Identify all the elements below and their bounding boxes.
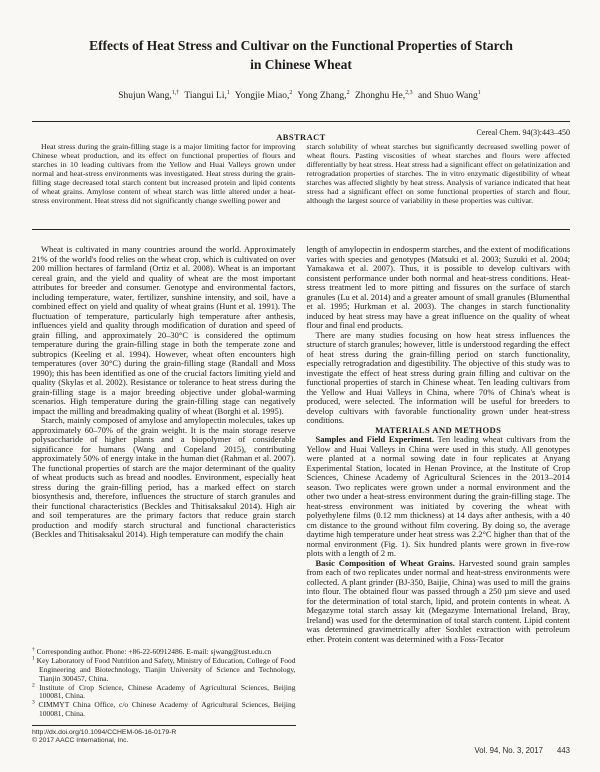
author-affiliation-superscript: 2 [346, 89, 350, 96]
author-4 [297, 91, 349, 101]
abstract-column-right [307, 142, 571, 205]
author-3 [235, 91, 292, 101]
body-paragraph-composition [307, 559, 571, 645]
abstract-column-left [32, 142, 296, 205]
footnote-text: Key Laboratory of Food Nutrition and Safety, Ministry of Education, College of Food Engineering and Biotechnology, Tianjin University of Science and Technology, Tianjin 300457, China. [34, 656, 296, 683]
author-affiliation-superscript: 1 [477, 89, 481, 96]
body-paragraph-samples [307, 435, 571, 559]
page-footer [474, 746, 570, 755]
author-5 [355, 91, 413, 101]
author-name: Tiangui Li, [184, 91, 227, 101]
article-body [32, 245, 570, 746]
paragraph-lead-in: Basic Composition of Wheat Grains. [315, 557, 455, 568]
body-paragraph-continuation: length of amylopectin in endosperm starches, and the extent of modifications varies with species and genotypes (Matsuki et al. 2003; Suzuki et al. 2004; Yamakawa et al. 2007). Thus, it is possible to develop cultivars with consistent performance under both normal and heat-stress conditions. Heat-stress treatment led to more pitting and fissures on the surface of starch granules (Lu et al. 2014) and a greater amount of small granules (Blumenthal et al. 1995; Hurkman et al. 2003). The changes in starch functionality induced by heat stress may have a great influence on the quality of wheat flour and final end products. [306, 244, 570, 330]
footnote-text: CIMMYT China Office, c/o Chinese Academy of Agricultural Sciences, Beijing 100081, China. [34, 700, 296, 719]
paragraph-lead-in: Samples and Field Experiment. [315, 434, 434, 444]
copyright-notice: © 2017 AACC International, Inc. [32, 737, 129, 745]
abstract-header-row [32, 127, 570, 142]
volume-reference: Vol. 94, No. 3, 2017 [474, 746, 543, 755]
footnote-text: Institute of Crop Science, Chinese Academy of Agricultural Sciences, Beijing 100081, China. [34, 682, 296, 701]
journal-citation: Cereal Chem. 94(3):443–450 [476, 128, 570, 137]
body-column-right [307, 245, 571, 746]
footnote-marker: † [32, 646, 35, 653]
footnote-affiliation-3 [32, 701, 296, 719]
author-6 [418, 91, 481, 101]
footnote-affiliation-2 [32, 684, 296, 702]
author-affiliation-superscript: 1,† [171, 89, 180, 96]
footnote-affiliation-1 [32, 657, 296, 683]
paragraph-text: Ten leading wheat cultivars from the Yellow and Huai Valleys in China were used in this study. All genotypes were planted at a normal sowing date in four replicates at Anyang Experimental Station, located in Henan Province, at the Institute of Crop Sciences, Chinese Academy of Agricultural Sciences in the 2013–2014 season. Two replicates were grown under a normal environment and the other two under a heat-stress environment during the grain-filling stage. The heat-stress environment was initiated by covering the wheat with polyethylene films (0.12 mm thickness) at 14 days after anthesis, with a 40 cm distance to the ground without film covering. By doing so, the average daytime high temperature under heat stress was 2.2°C higher than that of the normal environment (Fig. 1). Six hundred plants were grown in five-row plots with a length of 2 m. [306, 434, 570, 558]
abstract-divider-rule [32, 229, 570, 230]
section-heading-materials-methods: MATERIALS AND METHODS [375, 424, 502, 435]
footnote-text: Corresponding author. Phone: +86-22-60912486. E-mail: sjwang@tust.edu.cn [34, 647, 272, 657]
authors-line [32, 90, 570, 102]
header-divider-rule [32, 121, 570, 122]
title-line-2: in Chinese Wheat [250, 57, 352, 72]
author-1 [118, 91, 179, 101]
footnote-divider-rule [32, 725, 296, 726]
body-paragraph-intro-1: Wheat is cultivated in many countries around the world. Approximately 21% of the world's food relies on the wheat crop, which is cultivated on over 200 million hectares of farmland (Ortiz et al. 2008). Wheat is an important cereal grain, and the yield and quality of wheat are the most important attributes for breeder and consumer. Genotype and environmental factors, including temperature, water, fertilizer, sunshine intensity, and soil, have a combined effect on yield and quality of wheat grains (Hunt et al. 1991). The fluctuation of temperature, particularly high temperature after anthesis, influences yield and quality through modification of duration and speed of grain filling, and approximately 20–30°C is considered the optimum temperature during the grain-filling stage in both the temperate zone and subtropics (Keeling et al. 1994). However, wheat often encounters high temperatures (over 30°C) during the grain-filling stage (Randall and Moss 1990); this has been identified as one of the crucial factors limiting yield and quality (Skylas et al. 2002). Resistance or tolerance to heat stress during the grain-filling stage is a major breeding objective under global-warming scenarios. High temperature during the grain-filling stage can negatively impact the milling and breadmaking quality of wheat (Borghi et al. 1995). [32, 244, 296, 416]
doi-link: http://dx.doi.org/10.1094/CCHEM-06-16-0179-R [32, 728, 177, 736]
paragraph-text: Harvested sound grain samples from each of two replicates under normal and heat-stress environments were collected. A plant grinder (BJ-350, Baijie, China) was used to mill the grains into flour. The obtained flour was passed through a 250 µm sieve and used for the determination of total starch, lipid, and protein contents in wheat. A Megazyme total starch assay kit (Megazyme International Ireland, Bray, Ireland) was used for the determination of total starch content. Lipid content was determined gravimetrically after Soxhlet extraction with petroleum ether. Protein content was determined with a Foss-Tecator [306, 557, 570, 644]
page-number: 443 [556, 746, 570, 755]
doi-copyright-block [32, 729, 296, 746]
author-name: Shujun Wang, [118, 91, 172, 101]
abstract-heading: ABSTRACT [276, 132, 326, 142]
footnote-marker: 1 [32, 655, 35, 662]
author-name: Yong Zhang, [297, 91, 347, 101]
author-affiliation-superscript: 2,3 [405, 89, 413, 96]
footnotes-block [32, 648, 296, 746]
abstract-text [32, 142, 570, 205]
author-name: Yongjie Miao, [234, 91, 290, 101]
footnote-marker: 3 [32, 699, 35, 706]
body-paragraph-objective: There are many studies focusing on how heat stress influences the structure of starch granules; however, little is understood regarding the effect of heat stress during the grain-filling period on starch functionality, especially retrogradation and digestibility. The objective of this study was to investigate the effect of heat stress during grain filling and cultivar on the functional properties of starch in Chinese wheat. Ten leading cultivars from the Yellow and Huai Valleys in China, where 70% of China's wheat is produced, were selected. The information will be useful for breeders to develop cultivars with favorable functionality grown under heat-stress conditions. [306, 329, 570, 425]
author-name: Zhonghu He, [354, 91, 406, 101]
author-affiliation-superscript: 2 [289, 89, 293, 96]
abstract-paragraph: starch solubility of wheat starches but significantly decreased swelling power of wheat flours. Pasting viscosities of wheat starches and flours were affected differentially by heat stress. Heat stress had a significant effect on gelatinization and retrogradation properties of starches. The in vitro enzymatic digestibility of wheat starches was affected slightly by heat stress. Analysis of variance indicated that heat stress had a significant effect on some functional properties of starch and flour, although the largest source of variability in these properties was cultivar. [306, 142, 570, 205]
footnote-marker: 2 [32, 682, 35, 689]
author-2 [184, 91, 229, 101]
title-line-1: Effects of Heat Stress and Cultivar on the Functional Properties of Starch [89, 38, 513, 53]
page-title [40, 36, 562, 74]
abstract-paragraph: Heat stress during the grain-filling stage is a major limiting factor for improving Chinese wheat production, and its effect on functional properties of flours and starches in 10 leading cultivars from the Yellow and Huai Valleys grown under normal and heat-stress environments was investigated. Heat stress during the grain-filling stage decreased total starch content but increased protein and lipid contents of wheat grains. Amylose content of wheat starch was little altered under a heat-stress environment. Heat stress did not significantly change swelling power and [32, 142, 296, 205]
author-name: and Shuo Wang [417, 91, 478, 101]
body-column-left [32, 245, 296, 746]
body-paragraph-intro-2: Starch, mainly composed of amylose and amylopectin molecules, takes up approximately 60–70% of the grain weight. It is the main storage reserve polysaccharide of higher plants and a biopolymer of considerable significance for humans (Wang and Copeland 2015), contributing approximately 50% of energy intake in the human diet (Rahman et al. 2007). The functional properties of starch are the major determinant of the quality of wheat products such as bread and noodles. Environment, especially heat stress during the grain-filling period, has a marked effect on starch biosynthesis and, therefore, influences the structure of starch granules and their functional characteristics (Beckles and Thitisaksakul 2014). High air and soil temperatures are the primary factors that reduce grain starch production and modify starch structural and functional characteristics (Beckles and Thitisaksakul 2014). High temperature can modify the chain [32, 415, 296, 539]
author-affiliation-superscript: 1 [226, 89, 230, 96]
